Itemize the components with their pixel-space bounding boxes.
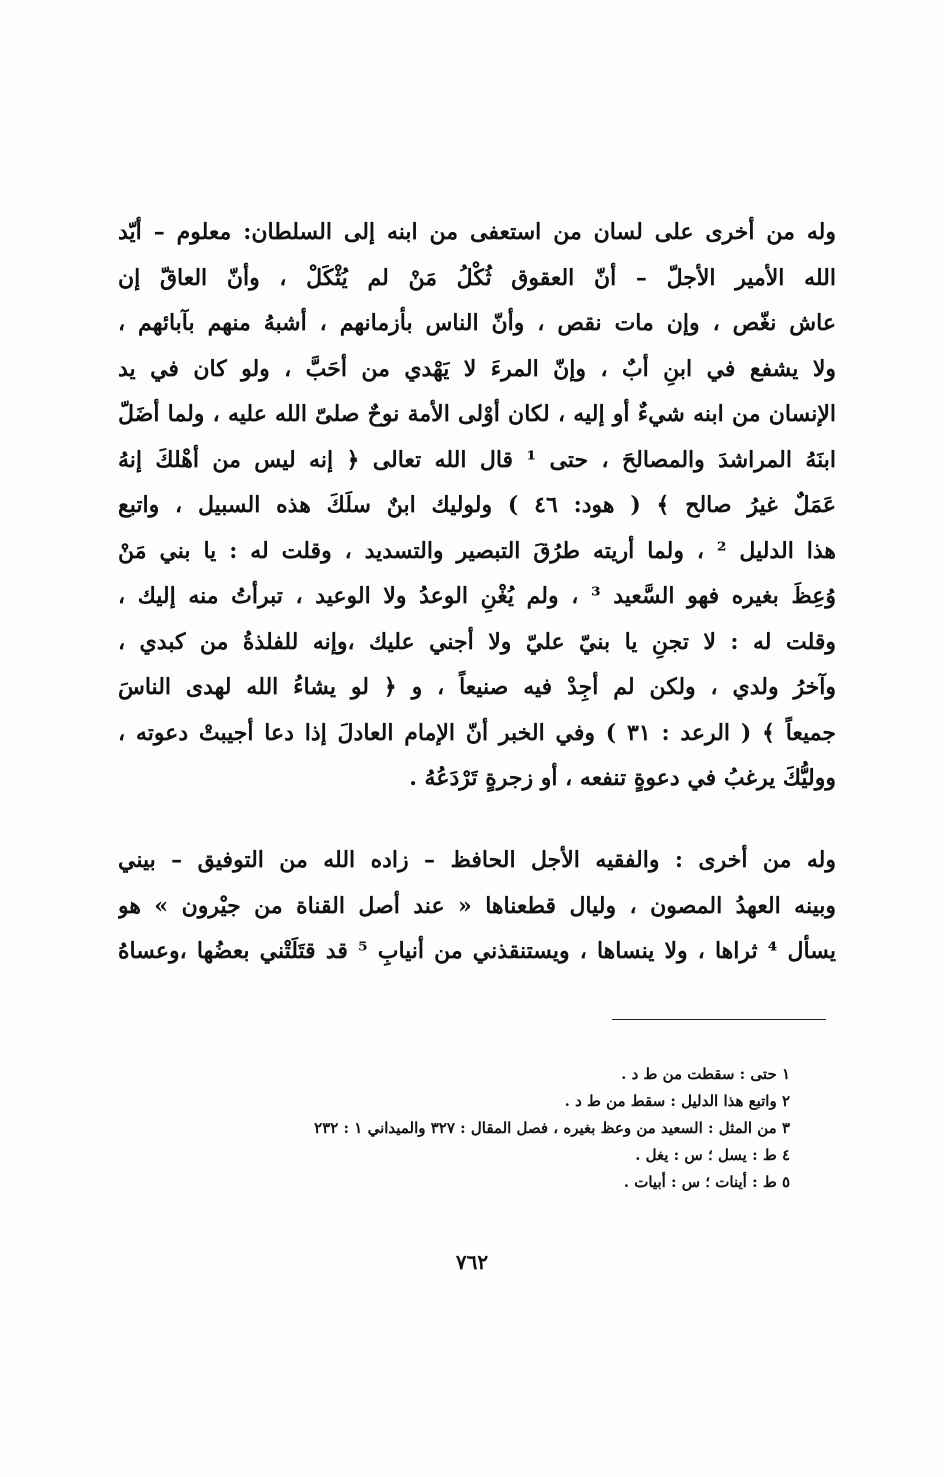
footnote-separator [612, 1019, 826, 1020]
footnotes [230, 1061, 790, 1196]
text-line: جميعاً ﴾ ( الرعد : ٣١ ) وفي الخبر أنّ الإمام العادلَ إذا دعا أجيبتْ دعوته ، [118, 719, 836, 746]
text-line: ولا يشفع في ابنِ أبٌ ، وإنّ المرءَ لا يَهْدي من أحَبَّ ، ولو كان في يد [118, 355, 836, 382]
text-line: الله الأمير الأجلّ – أنّ العقوق ثُكْلُ مَنْ لم يُثْكَلْ ، وأنّ العاقّ إن [118, 264, 836, 291]
footnote: ٣ من المثل : السعيد من وعظ بغيره ، فصل المقال : ٣٢٧ والميداني ١ : ٢٣٢ [314, 1119, 790, 1137]
text-line: وله من أخرى : والفقيه الأجل الحافظ – زاده الله من التوفيق – بيني [118, 847, 836, 873]
text-line: الإنسان من ابنه شيءٌ أو إليه ، لكان أوْلى الأمة نوحٌ صلىّ الله عليه ، ولما أضَلّ [118, 401, 836, 427]
footnote: ٥ ط : أينات ؛ س : أبيات . [623, 1173, 790, 1191]
text-line: وآخرُ ولدي ، ولكن لم أجِدْ فيه صنيعاً ، و ﴿ لو يشاءُ الله لهدى الناسَ [118, 674, 836, 700]
text-line: وله من أخرى على لسان من استعفى من ابنه إلى السلطان: معلوم – أيّد [118, 219, 836, 245]
text-line: وقلت له : لا تجنِ يا بنيّ عليّ ولا أجني عليك ،وإنه للفلذةُ من كبدي ، [118, 628, 836, 655]
text-line: هذا الدليل ² ، ولما أريته طرُقَ التبصير والتسديد ، وقلت له : يا بني مَنْ [118, 537, 836, 564]
footnote: ١ حتى : سقطت من ط د . [621, 1065, 790, 1083]
paragraph-letter-2 [118, 838, 836, 975]
text-line: ووليُّكَ يرغبُ في دعوةٍ تنفعه ، أو زجرةٍ تَرْدَعُهُ . [409, 765, 836, 791]
text-line: يسأل ⁴ ثراها ، ولا ينساها ، ويستنقذني من أنيابِ ⁵ قد قتَلَتْني بعضُها ،وعساهُ [118, 938, 836, 964]
text-line: عَمَلٌ غيرُ صالح ﴾ ( هود: ٤٦ ) ولوليك ابنٌ سلَكَ هذه السبيل ، واتبع [118, 492, 836, 518]
paragraph-letter-1 [118, 210, 836, 802]
page-number: ٧٦٢ [455, 1250, 489, 1274]
text-line: عاش نغّص ، وإن مات نقص ، وأنّ الناس بأزمانهم ، أشبهُ منهم بآبائهم ، [118, 310, 836, 336]
text-line: ابنَهُ المراشدَ والمصالحَ ، حتى ¹ قال الله تعالى ﴿ إنه ليس من أهْلكَ إنهُ [118, 446, 836, 473]
footnote: ٤ ط : يسل ؛ س : يغل . [635, 1146, 790, 1164]
text-line: وبينه العهدُ المصون ، وليال قطعناها « عند أصل القناة من جيْرون » هو [118, 892, 836, 919]
text-line: وُعِظَ بغيره فهو السَّعيد ³ ، ولم يُغْنِ الوعدُ ولا الوعيد ، تبرأتُ منه إليك ، [118, 583, 836, 609]
footnote: ٢ واتبع هذا الدليل : سقط من ط د . [564, 1092, 790, 1110]
